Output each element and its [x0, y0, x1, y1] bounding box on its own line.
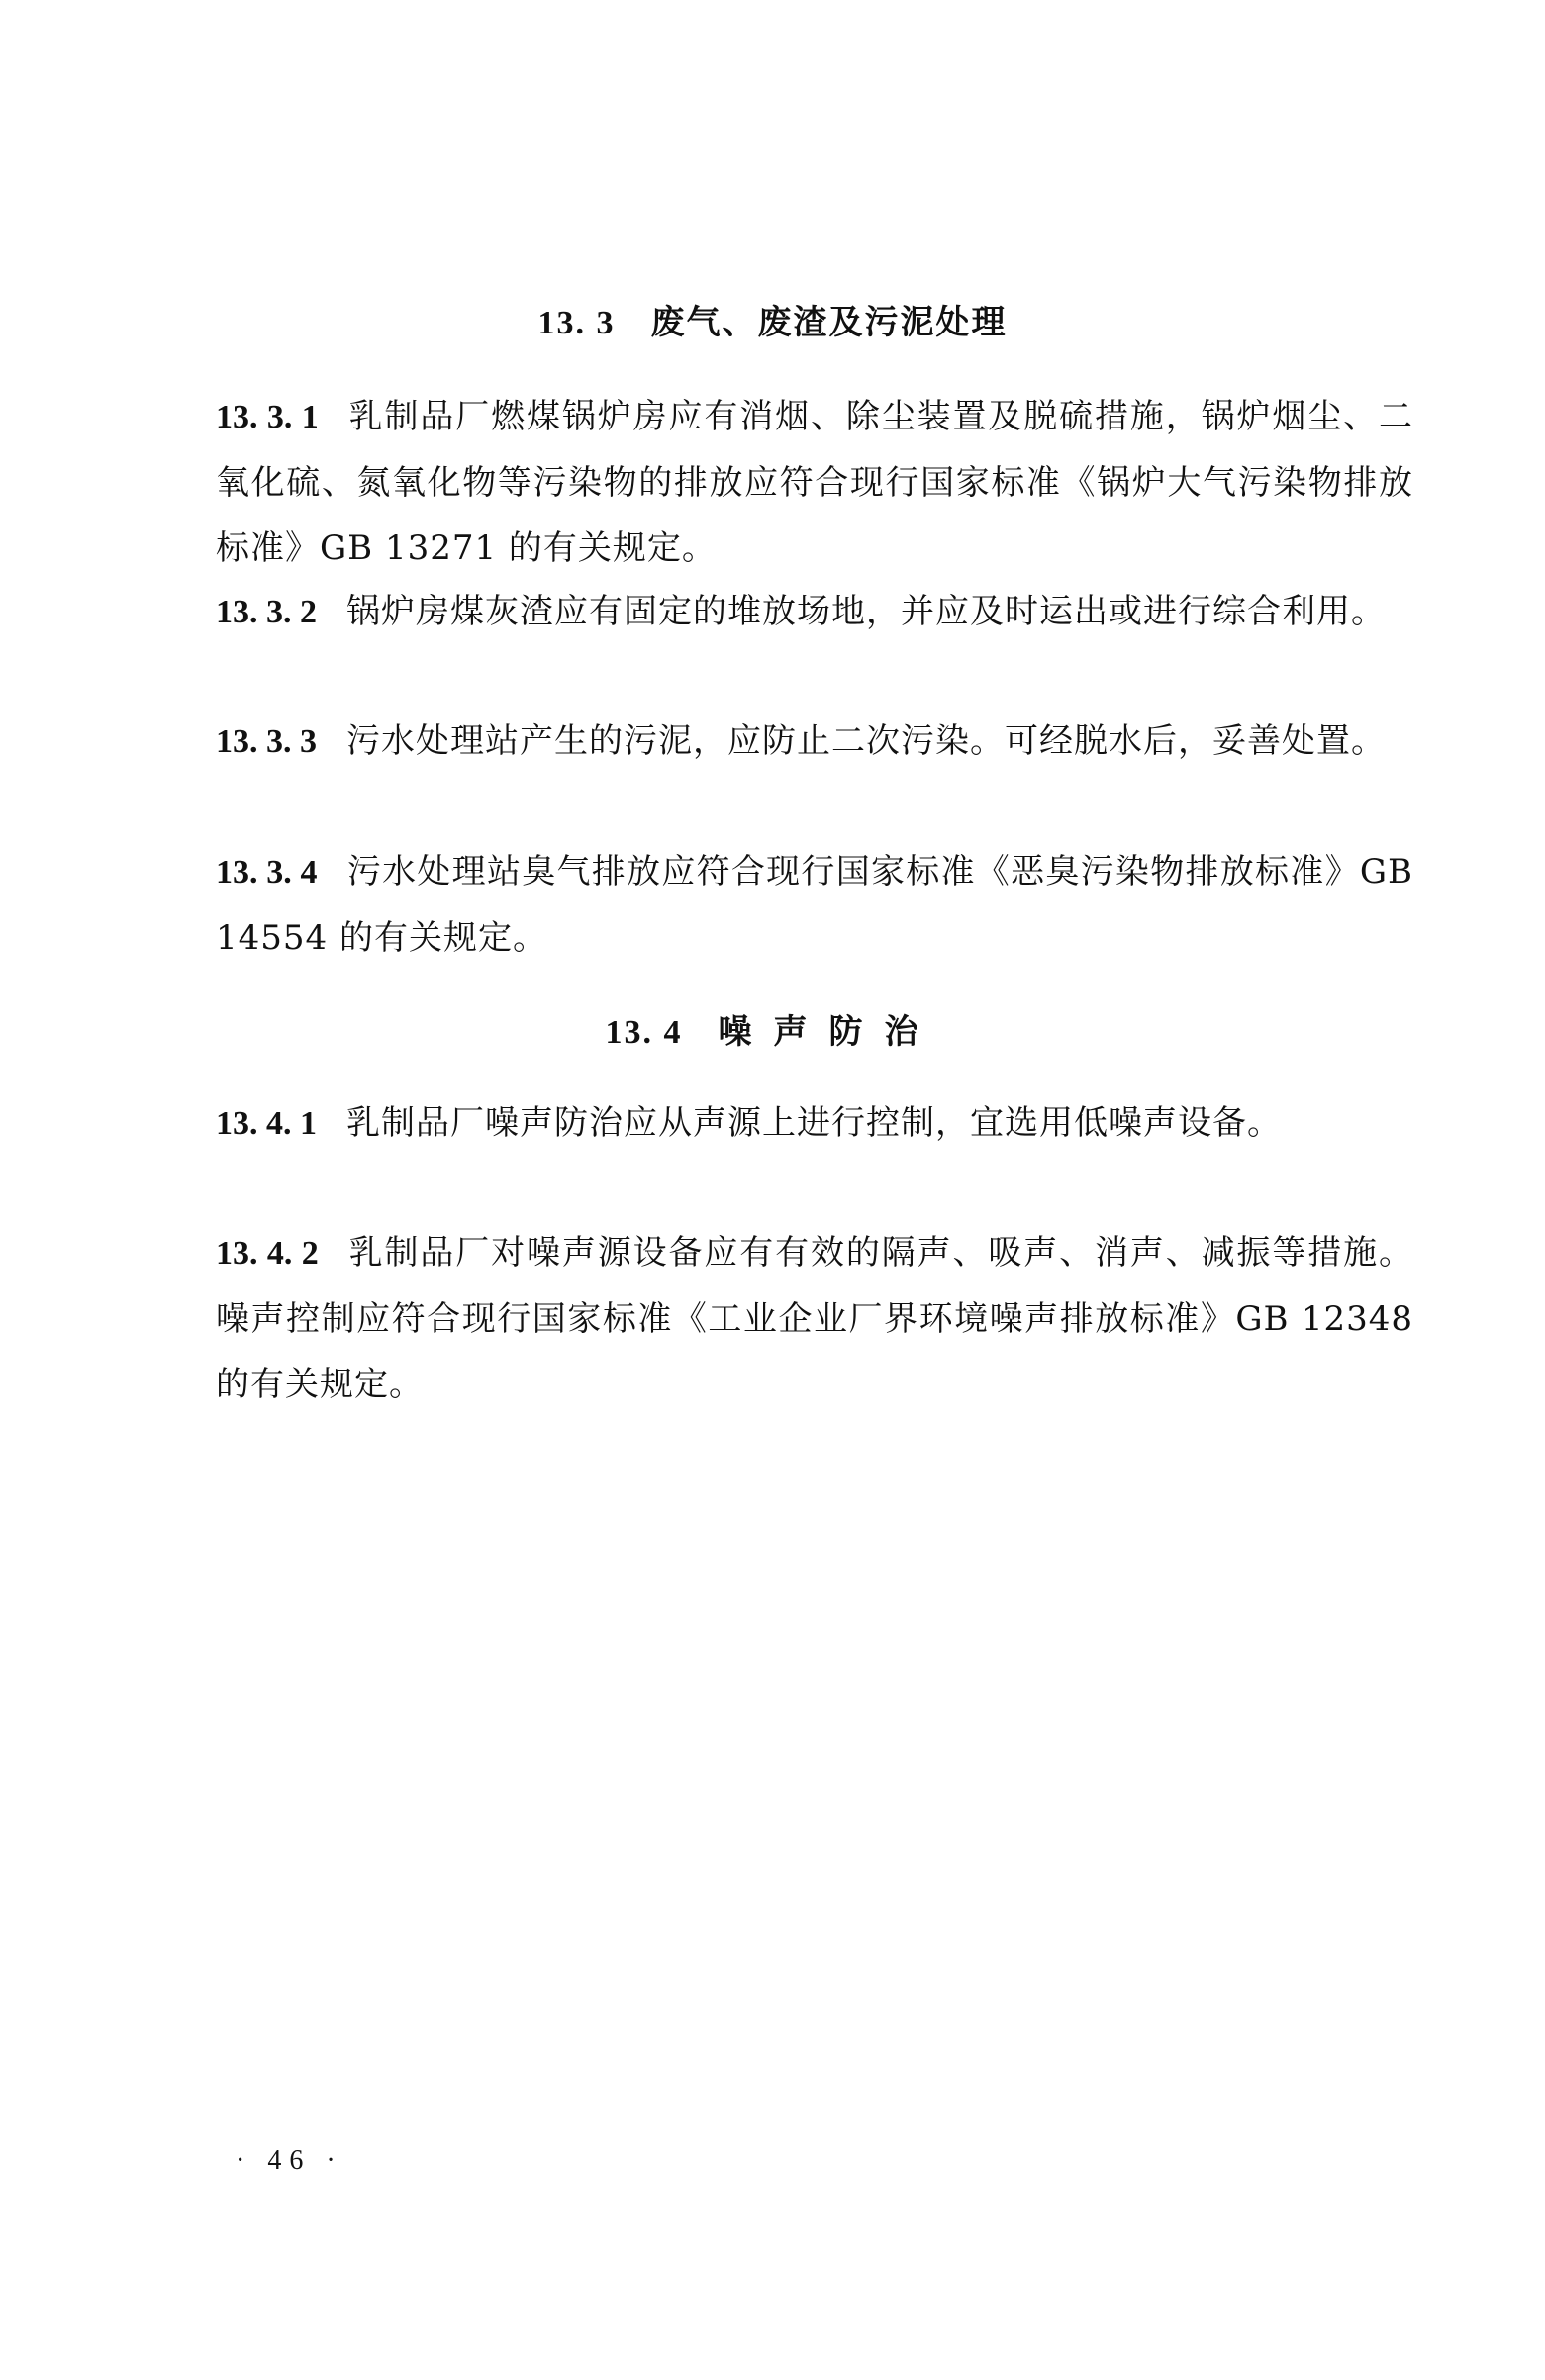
clause-13-3-3 [216, 709, 1413, 775]
section-number: 13. 3 [537, 305, 616, 341]
clause-13-3-2 [216, 579, 1413, 645]
clause-text: 锅炉房煤灰渣应有固定的堆放场地，并应及时运出或进行综合利用。 [346, 592, 1386, 631]
section-number: 13. 4 [605, 1014, 683, 1051]
section-title: 噪声防治 [718, 1012, 940, 1052]
clause-13-3-1 [216, 384, 1413, 581]
clause-text: 污水处理站产生的污泥，应防止二次污染。可经脱水后，妥善处置。 [346, 721, 1386, 761]
clause-number: 13. 3. 3 [216, 723, 317, 760]
clause-13-3-4 [216, 839, 1413, 971]
clause-text: 污水处理站臭气排放应符合现行国家标准《恶臭污染物排放标准》GB 14554 的有关规定。 [216, 852, 1413, 958]
clause-number: 13. 4. 2 [216, 1235, 319, 1272]
section-title: 废气、废渣及污泥处理 [650, 303, 1008, 342]
clause-text: 乳制品厂噪声防治应从声源上进行控制，宜选用低噪声设备。 [346, 1103, 1282, 1143]
clause-number: 13. 3. 4 [216, 854, 318, 891]
clause-number: 13. 3. 1 [216, 399, 319, 435]
clause-13-4-1 [216, 1091, 1413, 1157]
clause-text: 乳制品厂燃煤锅炉房应有消烟、除尘装置及脱硫措施，锅炉烟尘、二氧化硫、氮氧化物等污染物的排放应符合现行国家标准《锅炉大气污染物排放标准》GB 13271 的有关规定。 [216, 397, 1413, 568]
section-heading-13-3 [0, 295, 1545, 343]
clause-number: 13. 4. 1 [216, 1105, 317, 1142]
page-number: · 46 · [236, 2145, 343, 2176]
clause-13-4-2 [216, 1220, 1413, 1417]
clause-number: 13. 3. 2 [216, 594, 317, 630]
section-heading-13-4 [0, 1004, 1545, 1053]
clause-text: 乳制品厂对噪声源设备应有有效的隔声、吸声、消声、减振等措施。噪声控制应符合现行国家标准《工业企业厂界环境噪声排放标准》GB 12348 的有关规定。 [216, 1233, 1413, 1404]
